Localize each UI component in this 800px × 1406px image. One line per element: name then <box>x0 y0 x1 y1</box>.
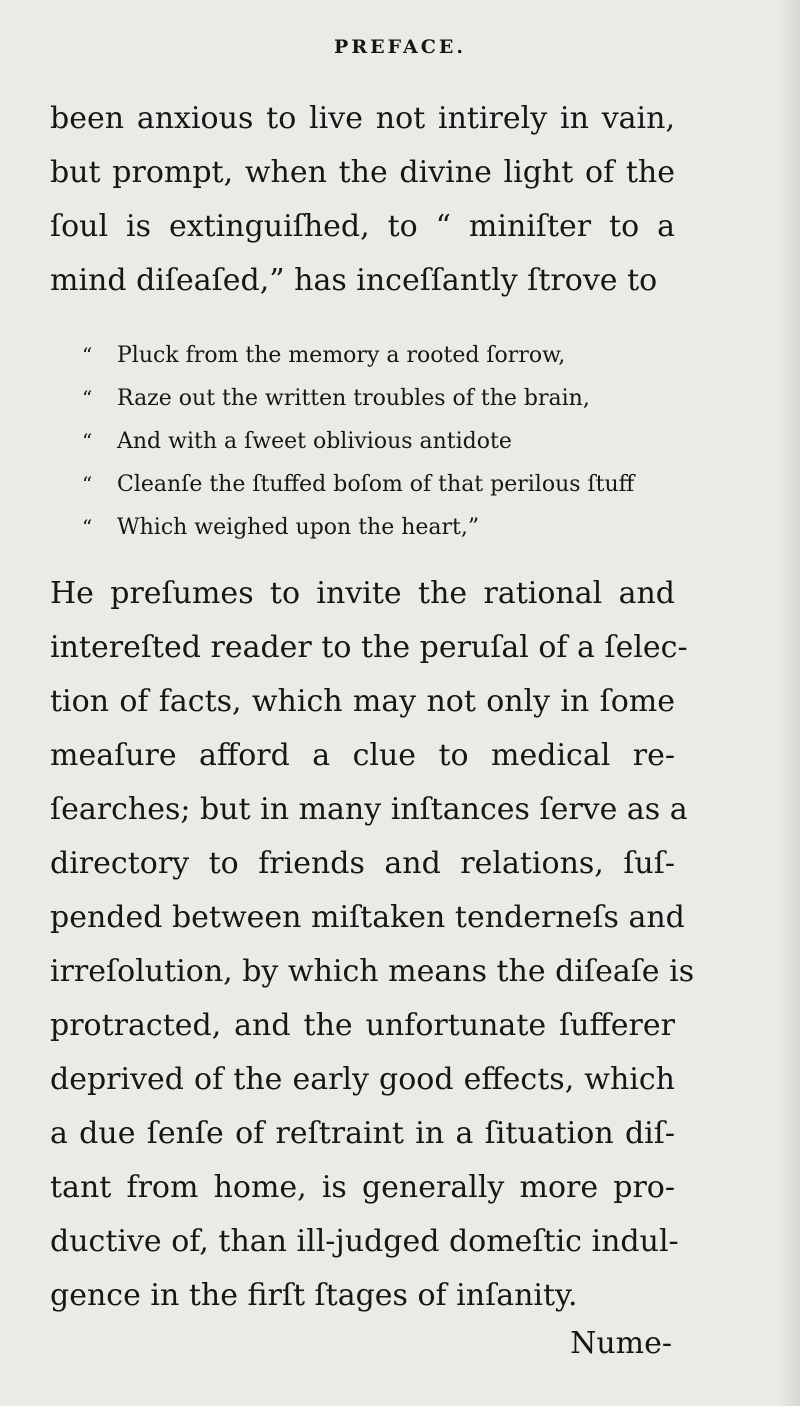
quote-mark: “ <box>82 472 93 496</box>
quote-text: And with a ſweet oblivious antidote <box>117 429 512 454</box>
text-line: meaſure afford a clue to medical re- <box>50 738 675 773</box>
text-line: protracted, and the unfortunate ſufferer <box>50 1008 675 1043</box>
quote-text: Pluck from the memory a rooted ſorrow, <box>117 343 566 368</box>
text-line: ſoul is extinguiſhed, to “ miniſter to a <box>50 209 675 244</box>
text-line: ductive of, than ill-judged domeſtic indul- <box>50 1224 679 1259</box>
text-line: tion of facts, which may not only in ſome <box>50 684 675 719</box>
text-line: a due ſenſe of reſtraint in a ſituation diſ- <box>50 1116 675 1151</box>
text-line: He preſumes to invite the rational and <box>50 576 675 611</box>
paragraph-1 <box>50 92 675 308</box>
quote-text: Cleanſe the ſtuffed boſom of that perilous ſtuff <box>117 472 635 497</box>
text-line: been anxious to live not intirely in vain, <box>50 101 675 136</box>
verse-quotation <box>82 334 682 549</box>
quote-mark: “ <box>82 515 93 539</box>
text-line: directory to friends and relations, ſuſ- <box>50 846 675 881</box>
text-line: intereſted reader to the peruſal of a ſelec- <box>50 630 688 665</box>
quote-mark: “ <box>82 386 93 410</box>
text-line: deprived of the early good effects, which <box>50 1062 675 1097</box>
text-line: mind diſeaſed,” has inceſſantly ſtrove to <box>50 263 658 298</box>
text-line: pended between miſtaken tenderneſs and <box>50 900 685 935</box>
text-line: tant from home, is generally more pro- <box>50 1170 675 1205</box>
running-head: PREFACE. <box>334 36 466 58</box>
text-line: irreſolution, by which means the diſeaſe is <box>50 954 695 989</box>
page-edge-shadow <box>778 0 800 1406</box>
quote-line <box>82 377 682 420</box>
quote-line <box>82 463 682 506</box>
text-line: but prompt, when the divine light of the <box>50 155 675 190</box>
quote-text: Which weighed upon the heart,” <box>117 515 480 540</box>
text-line: ſearches; but in many inſtances ſerve as a <box>50 792 688 827</box>
quote-line <box>82 420 682 463</box>
paragraph-2 <box>50 567 695 1323</box>
text-line: gence in the firſt ſtages of inſanity. <box>50 1278 578 1313</box>
quote-mark: “ <box>82 343 93 367</box>
catchword: Nume- <box>570 1326 672 1361</box>
quote-line <box>82 334 682 377</box>
quote-text: Raze out the written troubles of the brain, <box>117 386 590 411</box>
quote-mark: “ <box>82 429 93 453</box>
quote-line <box>82 506 682 549</box>
